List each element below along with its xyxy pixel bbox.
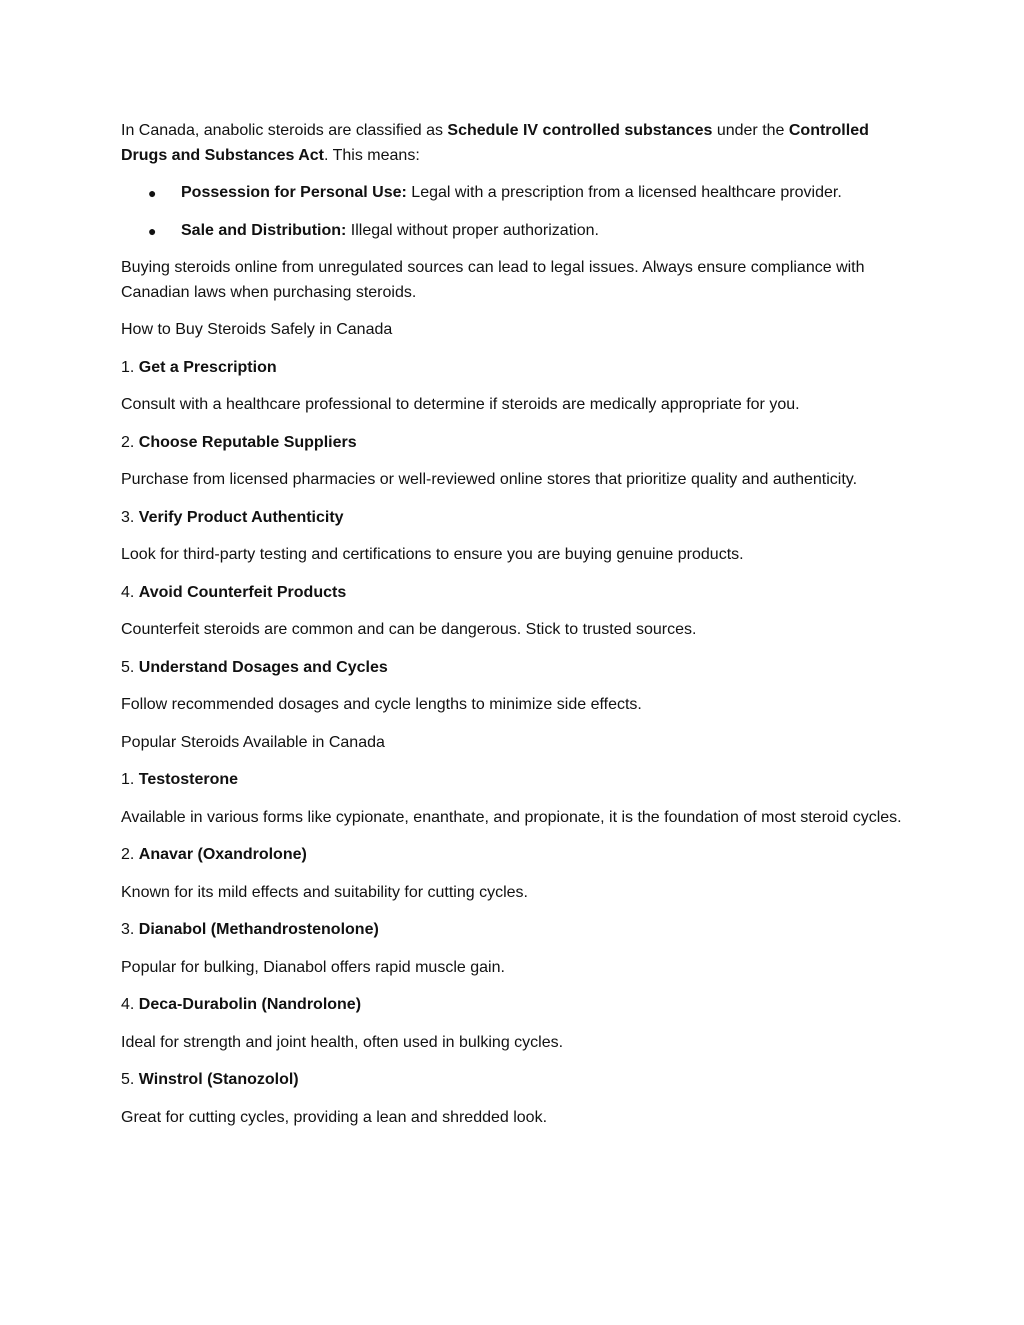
step-heading [121, 581, 911, 606]
steroid-title: Dianabol (Methandrostenolone) [138, 921, 379, 938]
step-text: Counterfeit steroids are common and can be dangerous. Stick to trusted sources. [121, 621, 697, 638]
step-text: Consult with a healthcare professional to determine if steroids are medically appropriate for you. [121, 396, 800, 413]
steroid-text: Available in various forms like cypionate, enanthate, and propionate, it is the foundation of most steroid cycles. [121, 808, 902, 826]
steroid-text: Great for cutting cycles, providing a lean and shredded look. [121, 1108, 548, 1126]
steroid-heading [121, 768, 911, 793]
intro-paragraph [121, 119, 911, 168]
bullet-item [121, 181, 911, 206]
bullet-text: Illegal without proper authorization. [346, 221, 599, 239]
steroid-number: 3. [121, 921, 139, 938]
step-number: 2. [121, 433, 139, 451]
steroid-heading [121, 1068, 911, 1093]
legal-note: Buying steroids online from unregulated sources can lead to legal issues. Always ensure compliance with Canadian laws when purchasing steroids. [121, 259, 865, 301]
step-text: Follow recommended dosages and cycle lengths to minimize side effects. [121, 696, 642, 713]
steroid-number: 4. [121, 996, 139, 1013]
step-title: Avoid Counterfeit Products [138, 583, 347, 601]
step-title: Verify Product Authenticity [138, 508, 344, 526]
steroid-number: 1. [121, 771, 139, 788]
steroid-number: 5. [121, 1071, 139, 1088]
intro-text-1: In Canada, anabolic steroids are classified as [121, 122, 448, 139]
steroid-text: Ideal for strength and joint health, often used in bulking cycles. [121, 1033, 564, 1051]
intro-bold-schedule: Schedule IV controlled substances [447, 122, 713, 139]
step-number: 3. [121, 508, 139, 526]
bullet-item [121, 219, 911, 244]
step-title: Understand Dosages and Cycles [138, 658, 388, 676]
step-text: Look for third-party testing and certifications to ensure you are buying genuine products. [121, 546, 744, 563]
step-heading [121, 656, 911, 681]
step-title: Choose Reputable Suppliers [138, 433, 357, 451]
steroid-title: Deca-Durabolin (Nandrolone) [138, 996, 362, 1013]
intro-bold-act: Controlled Drugs and Substances Act [121, 122, 869, 164]
steroid-heading [121, 918, 911, 943]
legal-bullet-list [121, 181, 911, 243]
bullet-label: Possession for Personal Use: [181, 184, 407, 201]
steroid-heading [121, 843, 911, 868]
step-title: Get a Prescription [138, 358, 277, 376]
steroid-title: Testosterone [138, 771, 239, 788]
section-heading-popular-steroids: Popular Steroids Available in Canada [121, 733, 385, 751]
steroid-title: Anavar (Oxandrolone) [138, 846, 307, 863]
step-heading [121, 506, 911, 531]
step-heading [121, 356, 911, 381]
steroid-title: Winstrol (Stanozolol) [138, 1071, 299, 1088]
bullet-label: Sale and Distribution: [181, 221, 347, 239]
step-number: 5. [121, 658, 139, 676]
intro-text-2: under the [712, 122, 789, 139]
steroid-text: Popular for bulking, Dianabol offers rapid muscle gain. [121, 958, 505, 976]
bullet-text: Legal with a prescription from a licensed healthcare provider. [406, 184, 842, 201]
step-heading [121, 431, 911, 456]
bullet-dot-icon: ● [148, 185, 157, 201]
step-number: 1. [121, 358, 139, 376]
intro-text-3: . This means: [324, 146, 420, 164]
section-heading-buy-safely: How to Buy Steroids Safely in Canada [121, 321, 393, 338]
steroid-number: 2. [121, 846, 139, 863]
step-text: Purchase from licensed pharmacies or well-reviewed online stores that prioritize quality and authenticity. [121, 471, 858, 488]
step-number: 4. [121, 583, 139, 601]
steroid-text: Known for its mild effects and suitability for cutting cycles. [121, 883, 528, 901]
steroid-heading [121, 993, 911, 1018]
document-page [121, 119, 911, 1143]
bullet-dot-icon: ● [148, 222, 157, 239]
